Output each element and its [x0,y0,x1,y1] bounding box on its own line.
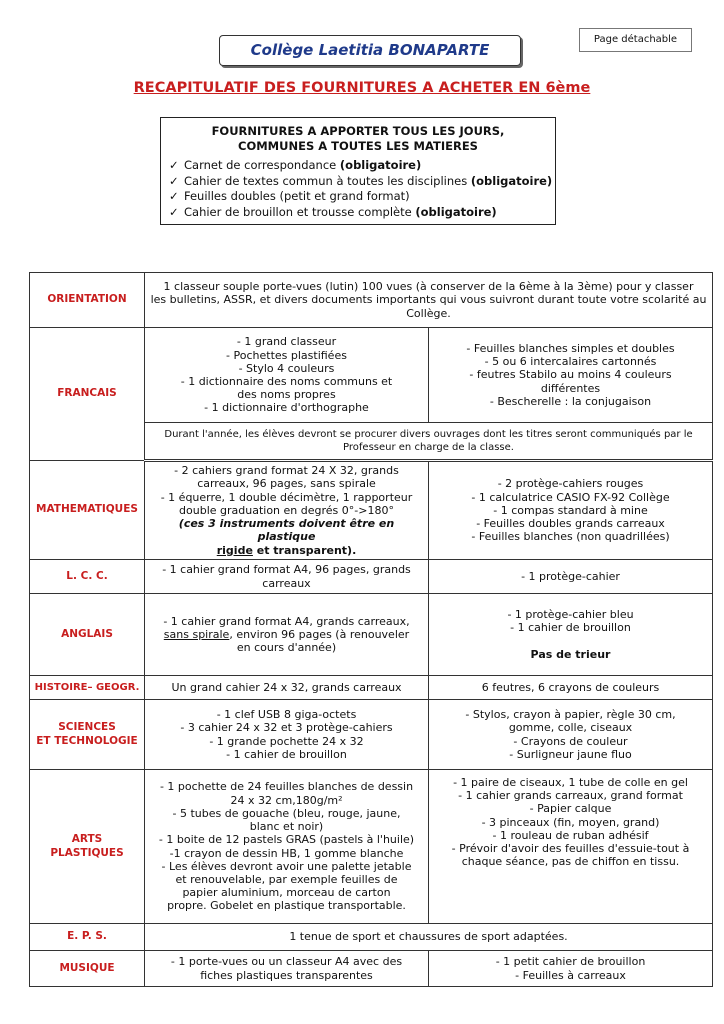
musique-left: - 1 porte-vues ou un classeur A4 avec des fiches plastiques transparentes [145,951,429,987]
lcc-right: - 1 protège-cahier [429,560,713,594]
subject-histoire: HISTOIRE– GEOGR. [30,676,145,700]
subject-orientation: ORIENTATION [30,273,145,328]
checkmark-icon: ✓ [169,173,179,188]
detachable-page-label: Page détachable [579,28,692,52]
arts-left: - 1 pochette de 24 feuilles blanches de dessin 24 x 32 cm,180g/m² - 5 tubes de gouache (bleu, rouge, jaune, blanc et noir) - 1 boite de 12 pastels GRAS (pastels à l'huile) -1 crayon de dessin HB, 1 gomme blanche - Les élèves devront avoir une palette jetable et renouvelable, par exemple feuilles de papier aluminium, morceau de carton propre. Gobelet en plastique transportable. [145,770,429,924]
table-row [30,770,713,924]
table-row [30,594,713,676]
francais-note: Durant l'année, les élèves devront se procurer divers ouvrages dont les titres seront communiqués par le Professeur en charge de la classe. [145,423,713,461]
list-item: ✓ Cahier de textes commun à toutes les disciplines (obligatoire) [169,173,553,188]
lcc-left: - 1 cahier grand format A4, 96 pages, grands carreaux [145,560,429,594]
table-row [30,924,713,951]
subject-lcc: L. C. C. [30,560,145,594]
subject-musique: MUSIQUE [30,951,145,987]
subject-anglais: ANGLAIS [30,594,145,676]
table-row [30,328,713,423]
subject-francais: FRANCAIS [30,328,145,461]
anglais-left: - 1 cahier grand format A4, grands carreaux, sans spirale, environ 96 pages (à renouveler en cours d'année) [145,594,429,676]
subject-arts-plastiques: ARTS PLASTIQUES [30,770,145,924]
supplies-table [29,272,713,987]
checkmark-icon: ✓ [169,189,179,203]
list-item: ✓ Feuilles doubles (petit et grand format) [169,189,410,203]
sciences-left: - 1 clef USB 8 giga-octets - 3 cahier 24 x 32 et 3 protège-cahiers - 1 grande pochette 24 x 32 - 1 cahier de brouillon [145,700,429,770]
anglais-right: - 1 protège-cahier bleu - 1 cahier de brouillon Pas de trieur [429,594,713,676]
table-row [30,461,713,560]
table-row [30,273,713,328]
table-row [30,676,713,700]
checkmark-icon: ✓ [169,204,179,219]
daily-supplies-box [160,117,556,225]
orientation-content: 1 classeur souple porte-vues (lutin) 100 vues (à conserver de la 6ème à la 3ème) pour y classer les bulletins, ASSR, et divers documents importants qui vous suivront durant toute votre scolarité au Collège. [145,273,713,328]
table-row [30,560,713,594]
subject-mathematiques: MATHEMATIQUES [30,461,145,560]
eps-content: 1 tenue de sport et chaussures de sport adaptées. [145,924,713,951]
college-name: Collège Laetitia BONAPARTE [219,35,521,66]
histoire-left: Un grand cahier 24 x 32, grands carreaux [145,676,429,700]
daily-list [169,158,555,220]
table-row [30,700,713,770]
daily-heading: FOURNITURES A APPORTER TOUS LES JOURS, COMMUNES A TOUTES LES MATIERES [211,124,505,153]
list-item: ✓ Carnet de correspondance (obligatoire) [169,158,422,172]
musique-right: - 1 petit cahier de brouillon - Feuilles à carreaux [429,951,713,987]
subject-eps: E. P. S. [30,924,145,951]
sciences-right: - Stylos, crayon à papier, règle 30 cm, gomme, colle, ciseaux - Crayons de couleur - Surligneur jaune fluo [429,700,713,770]
subject-sciences: SCIENCES ET TECHNOLOGIE [30,700,145,770]
list-item: ✓ Cahier de brouillon et trousse complète (obligatoire) [169,204,497,219]
francais-left: - 1 grand classeur - Pochettes plastifiées - Stylo 4 couleurs - 1 dictionnaire des noms communs et des noms propres - 1 dictionnaire d'orthographe [145,328,429,423]
page-title: RECAPITULATIF DES FOURNITURES A ACHETER EN 6ème [133,80,591,96]
maths-right: - 2 protège-cahiers rouges - 1 calculatrice CASIO FX-92 Collège - 1 compas standard à mine - Feuilles doubles grands carreaux - Feuilles blanches (non quadrillées) [429,461,713,560]
arts-right: - 1 paire de ciseaux, 1 tube de colle en gel - 1 cahier grands carreaux, grand format - Papier calque - 3 pinceaux (fin, moyen, grand) - 1 rouleau de ruban adhésif - Prévoir d'avoir des feuilles d'essuie-tout à chaque séance, pas de chiffon en tissu. [429,770,713,924]
maths-left: - 2 cahiers grand format 24 X 32, grands carreaux, 96 pages, sans spirale - 1 équerre, 1 double décimètre, 1 rapporteur double graduation en degrés 0°->180° (ces 3 instruments doivent être en plastique rigide et transparent). [145,461,429,560]
histoire-right: 6 feutres, 6 crayons de couleurs [429,676,713,700]
checkmark-icon: ✓ [169,158,179,172]
francais-right: - Feuilles blanches simples et doubles - 5 ou 6 intercalaires cartonnés - feutres Stabilo au moins 4 couleurs différentes - Bescherelle : la conjugaison [429,328,713,423]
table-row [30,951,713,987]
